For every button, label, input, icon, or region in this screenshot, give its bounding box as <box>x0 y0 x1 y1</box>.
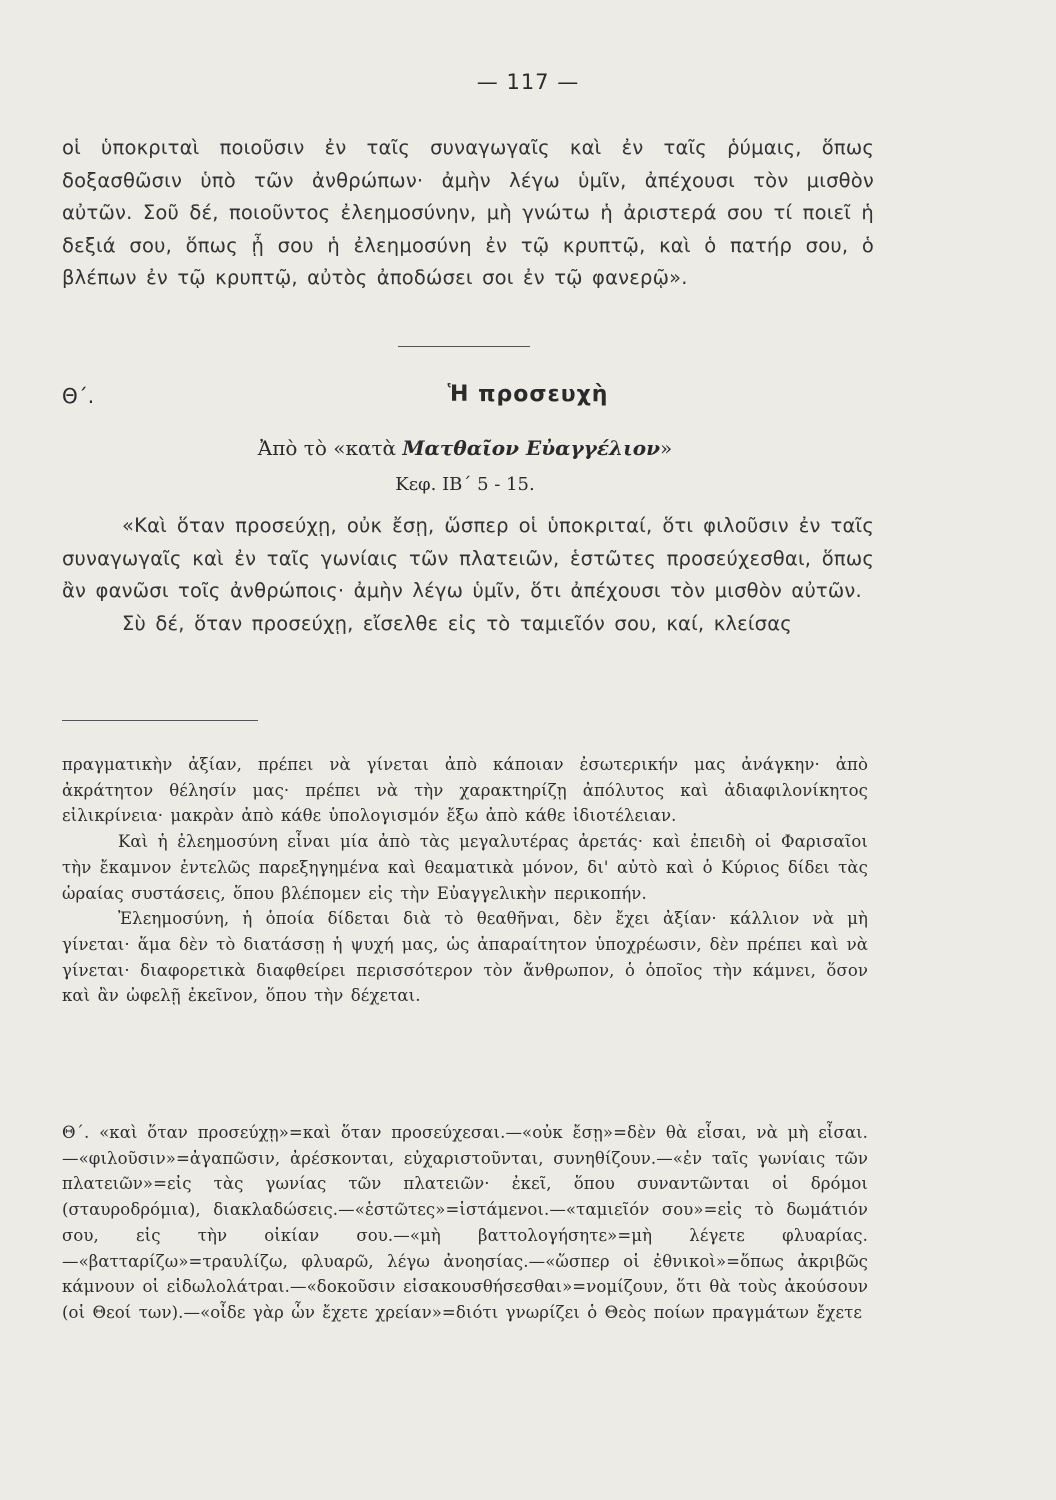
section-title: Ἡ προσευχὴ <box>447 382 609 407</box>
page-number: — 117 — <box>476 70 580 94</box>
continuation-text: οἱ ὑποκριταὶ ποιοῦσιν ἐν ταῖς συναγωγαῖς καὶ ἐν ταῖς ῥύμαις, ὅπως δοξασθῶσιν ὑπὸ τῶν ἀνθρώπων· ἀμὴν λέγω ὑμῖν, ἀπέχουσι τὸν μισθὸν αὐτῶν. Σοῦ δέ, ποιοῦντος ἐλεημοσύνην, μὴ γνώτω ἡ ἀριστερά σου τί ποιεῖ ἡ δεξιά σου, ὅπως ᾖ σου ἡ ἐλεημοσύνη ἐν τῷ κρυπτῷ, καὶ ὁ πατήρ σου, ὁ βλέπων ἐν τῷ κρυπτῷ, αὐτὸς ἀποδώσει σοι ἐν τῷ φανερῷ». <box>62 136 874 289</box>
glossary <box>62 1120 868 1326</box>
source-line <box>0 436 930 460</box>
section-divider <box>398 346 530 347</box>
source-suffix: » <box>659 436 673 460</box>
source-title: Ματθαῖον Εὐαγγέλιον <box>402 436 660 460</box>
chapter-reference: Κεφ. ΙΒ΄ 5 - 15. <box>395 474 535 495</box>
section-number: Θ΄. <box>62 384 95 408</box>
glossary-text: Θ΄. «καὶ ὅταν προσεύχῃ»=καὶ ὅταν προσεύχεσαι.—«οὐκ ἔσῃ»=δὲν θὰ εἶσαι, νὰ μὴ εἶσαι.—«φιλοῦσιν»=ἀγαπῶσιν, ἀρέσκονται, εὐχαριστοῦνται, συνηθίζουν.—«ἐν ταῖς γωνίαις τῶν πλατειῶν»=εἰς τὰς γωνίας τῶν πλατειῶν· ἐκεῖ, ὅπου συναντῶνται οἱ δρόμοι (σταυροδρόμια), διακλαδώσεις.—«ἑστῶτες»=ἱστάμενοι.—«ταμιεῖόν σου»=εἰς τὸ δωμάτιόν σου, εἰς τὴν οἰκίαν σου.—«μὴ βαττολογήσητε»=μὴ λέγετε φλυαρίας.—«βατταρίζω»=τραυλίζω, φλυαρῶ, λέγω ἀνοησίας.—«ὥσπερ οἱ ἐθνικοὶ»=ὅπως ἀκριβῶς κάμνουν οἱ εἰδωλολάτραι.—«δοκοῦσιν εἰσακουσθήσεσθαι»=νομίζουν, ὅτι θὰ τοὺς ἀκούσουν (οἱ Θεοί των).—«οἶδε γὰρ ὧν ἔχετε χρείαν»=διότι γνωρίζει ὁ Θεὸς ποίων πραγμάτων ἔχετε <box>62 1123 868 1322</box>
source-prefix: Ἀπὸ τὸ «κατὰ <box>257 436 403 460</box>
commentary-paragraph: Ἐλεημοσύνη, ἡ ὁποία δίδεται διὰ τὸ θεαθῆναι, δὲν ἔχει ἀξίαν· κάλλιον νὰ μὴ γίνεται· ἅμα δὲν τὸ διατάσσῃ ἡ ψυχή μας, ὡς ἀπαραίτητον ὑποχρέωσιν, δὲν πρέπει καὶ νὰ γίνεται· διαφορετικὰ διαφθείρει περισσότερον τὸν ἄνθρωπον, ὁ ὁποῖος τὴν κάμνει, ὅσον καὶ ἂν ὠφελῇ ἐκεῖνον, ὅπου τὴν δέχεται. <box>62 909 868 1006</box>
commentary <box>62 752 868 1009</box>
scripture-passage <box>62 510 874 640</box>
verse-paragraph: «Καὶ ὅταν προσεύχῃ, οὐκ ἔσῃ, ὥσπερ οἱ ὑποκριταί, ὅτι φιλοῦσιν ἐν ταῖς συναγωγαῖς καὶ ἐν ταῖς γωνίαις τῶν πλατειῶν, ἑστῶτες προσεύχεσθαι, ὅπως ἂν φανῶσι τοῖς ἀνθρώποις· ἀμὴν λέγω ὑμῖν, ὅτι ἀπέχουσι τὸν μισθὸν αὐτῶν. <box>62 514 874 602</box>
commentary-paragraph: πραγματικὴν ἀξίαν, πρέπει νὰ γίνεται ἀπὸ κάποιαν ἐσωτερικήν μας ἀνάγκην· ἀπὸ ἀκράτητον θέλησίν μας· πρέπει νὰ τὴν χαρακτηρίζῃ ἀπόλυτος καὶ ἀδιαφιλονίκητος εἰλικρίνεια· μακρὰν ἀπὸ κάθε ὑπολογισμόν ἔξω ἀπὸ κάθε ἰδιοτέλειαν. <box>62 755 868 826</box>
verse-paragraph: Σὺ δέ, ὅταν προσεύχῃ, εἴσελθε εἰς τὸ ταμιεῖόν σου, καί, κλείσας <box>122 611 792 635</box>
footnote-divider <box>62 720 258 721</box>
commentary-paragraph: Καὶ ἡ ἐλεημοσύνη εἶναι μία ἀπὸ τὰς μεγαλυτέρας ἀρετάς· καὶ ἐπειδὴ οἱ Φαρισαῖοι τὴν ἔκαμνον ἐντελῶς παρεξηγημένα καὶ θεαματικὰ μόνον, δι' αὐτὸ καὶ ὁ Κύριος δίδει τὰς ὡραίας συστάσεις, ὅπου βλέπομεν εἰς τὴν Εὐαγγελικὴν περικοπήν. <box>62 832 868 903</box>
continuation-paragraph <box>62 132 874 295</box>
